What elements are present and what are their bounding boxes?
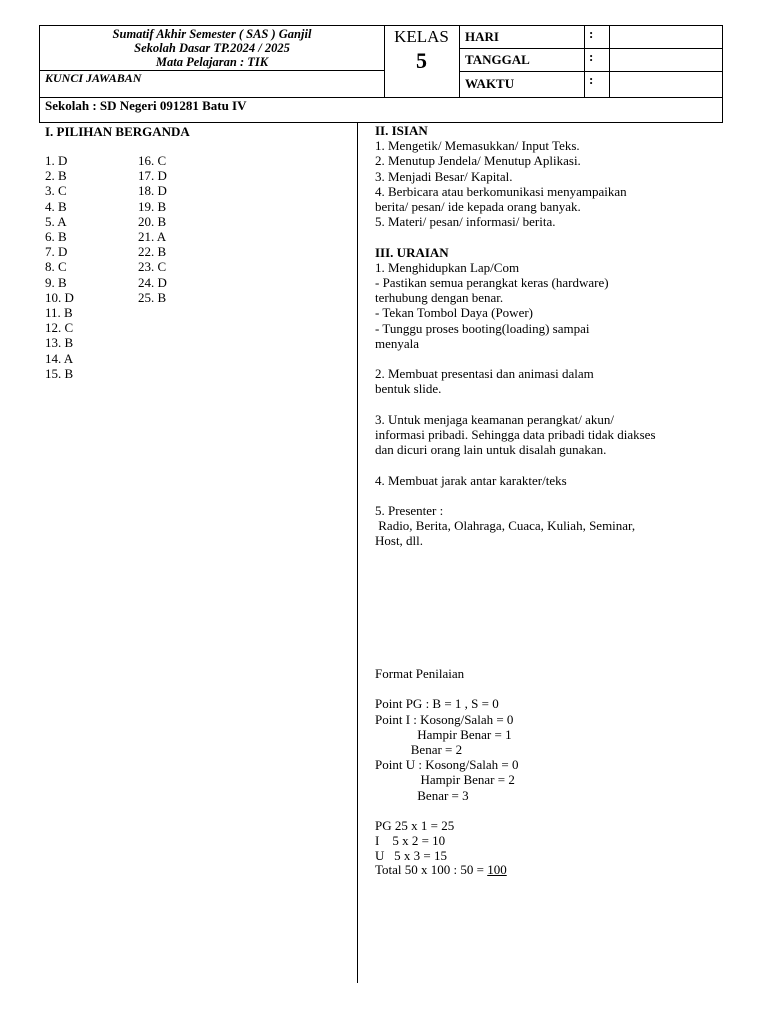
answer-line: informasi pribadi. Sehingga data pribadi tidak diakses	[375, 427, 656, 442]
format-line: Format Penilaian	[375, 666, 465, 681]
pg-answer: 24. D	[138, 274, 167, 290]
hari-colon: :	[589, 26, 594, 41]
answer-line: 4. Membuat jarak antar karakter/teks	[375, 472, 567, 488]
header-title-line-3: Mata Pelajaran : TIK	[155, 55, 269, 69]
pg-answer: 1. D	[45, 153, 68, 168]
pg-answer: 15. B	[45, 365, 74, 381]
format-line: U 5 x 3 = 15	[375, 848, 447, 864]
answer-line: - Tunggu proses booting(loading) sampai	[375, 320, 590, 336]
answer-line: Radio, Berita, Olahraga, Cuaca, Kuliah, Seminar,	[375, 518, 636, 534]
format-line: Benar = 3	[375, 787, 469, 803]
answer-line: II. ISIAN	[375, 123, 428, 138]
answer-line: berita/ pesan/ ide kepada orang banyak.	[375, 199, 581, 214]
pg-answer: 19. B	[138, 198, 167, 214]
format-line: PG 25 x 1 = 25	[375, 818, 455, 833]
answer-line: 3. Untuk menjaga keamanan perangkat/ akun/	[375, 411, 614, 427]
tanggal-colon: :	[589, 49, 594, 64]
pg-answer: 16. C	[138, 153, 167, 168]
answer-line: Host, dll.	[375, 533, 424, 549]
pg-answer: 18. D	[138, 183, 167, 199]
pg-answer: 7. D	[45, 244, 68, 260]
answer-line: 3. Menjadi Besar/ Kapital.	[375, 168, 513, 184]
divider	[609, 26, 610, 98]
answer-line: dan dicuri orang lain untuk disalah gunakan.	[375, 442, 607, 458]
header-title-line-2: Sekolah Dasar TP.2024 / 2025	[134, 41, 290, 55]
answer-line: 2. Menutup Jendela/ Menutup Aplikasi.	[375, 153, 581, 169]
divider	[459, 26, 460, 98]
answer-line: 4. Berbicara atau berkomunikasi menyampaikan	[375, 183, 627, 199]
pg-answer: 3. C	[45, 183, 67, 199]
answer-line: 1. Mengetik/ Memasukkan/ Input Teks.	[375, 138, 580, 154]
pg-answer: 5. A	[45, 213, 67, 229]
answer-line: terhubung dengan benar.	[375, 290, 504, 306]
pg-answer: 22. B	[138, 244, 167, 260]
pg-answer: 2. B	[45, 168, 67, 184]
total-line	[375, 862, 507, 877]
answer-line: bentuk slide.	[375, 381, 442, 397]
format-line: Hampir Benar = 1	[375, 726, 512, 742]
pg-answer: 9. B	[45, 274, 67, 290]
pg-answer: 12. C	[45, 320, 74, 336]
answer-line: - Pastikan semua perangkat keras (hardware)	[375, 275, 609, 290]
pg-answer: 25. B	[138, 289, 167, 305]
kunci-jawaban-label: KUNCI JAWABAN	[45, 71, 142, 85]
answer-line: 2. Membuat presentasi dan animasi dalam	[375, 366, 594, 382]
answer-line: 1. Menghidupkan Lap/Com	[375, 259, 520, 275]
answer-line: 5. Materi/ pesan/ informasi/ berita.	[375, 214, 556, 230]
answer-line: III. URAIAN	[375, 244, 449, 260]
sekolah-label: Sekolah : SD Negeri 091281 Batu IV	[45, 98, 247, 113]
waktu-label: WAKTU	[465, 76, 515, 91]
pg-answer: 13. B	[45, 335, 74, 351]
pg-answer: 10. D	[45, 289, 74, 305]
kelas-label: KELAS	[394, 27, 449, 46]
format-line: Benar = 2	[375, 742, 463, 757]
pg-heading: I. PILIHAN BERGANDA	[45, 124, 190, 139]
pg-answer: 6. B	[45, 229, 67, 244]
answer-line: menyala	[375, 335, 420, 351]
format-line: Point PG : B = 1 , S = 0	[375, 696, 499, 712]
format-line: I 5 x 2 = 10	[375, 833, 446, 849]
answer-line: - Tekan Tombol Daya (Power)	[375, 305, 533, 321]
format-line: Point I : Kosong/Salah = 0	[375, 711, 514, 727]
pg-answer: 23. C	[138, 259, 167, 275]
pg-answer: 21. A	[138, 229, 167, 244]
pg-answer: 11. B	[45, 305, 73, 320]
total-value: 100	[487, 862, 507, 877]
format-line: Hampir Benar = 2	[375, 772, 515, 788]
pg-answer: 8. C	[45, 259, 67, 275]
header-box	[39, 25, 723, 123]
pg-answer: 17. D	[138, 168, 167, 184]
kelas-value: 5	[416, 48, 427, 73]
pg-answer: 4. B	[45, 198, 67, 214]
header-title-line-1: Sumatif Akhir Semester ( SAS ) Ganjil	[112, 27, 312, 41]
pg-answer: 14. A	[45, 350, 74, 366]
waktu-colon: :	[589, 72, 594, 87]
column-divider	[357, 123, 358, 983]
tanggal-label: TANGGAL	[465, 52, 530, 67]
hari-label: HARI	[465, 29, 499, 44]
divider	[584, 26, 585, 98]
pg-answer: 20. B	[138, 213, 167, 229]
format-line: Point U : Kosong/Salah = 0	[375, 757, 519, 773]
total-prefix: Total 50 x 100 : 50 =	[375, 862, 488, 877]
answer-line: 5. Presenter :	[375, 503, 444, 518]
